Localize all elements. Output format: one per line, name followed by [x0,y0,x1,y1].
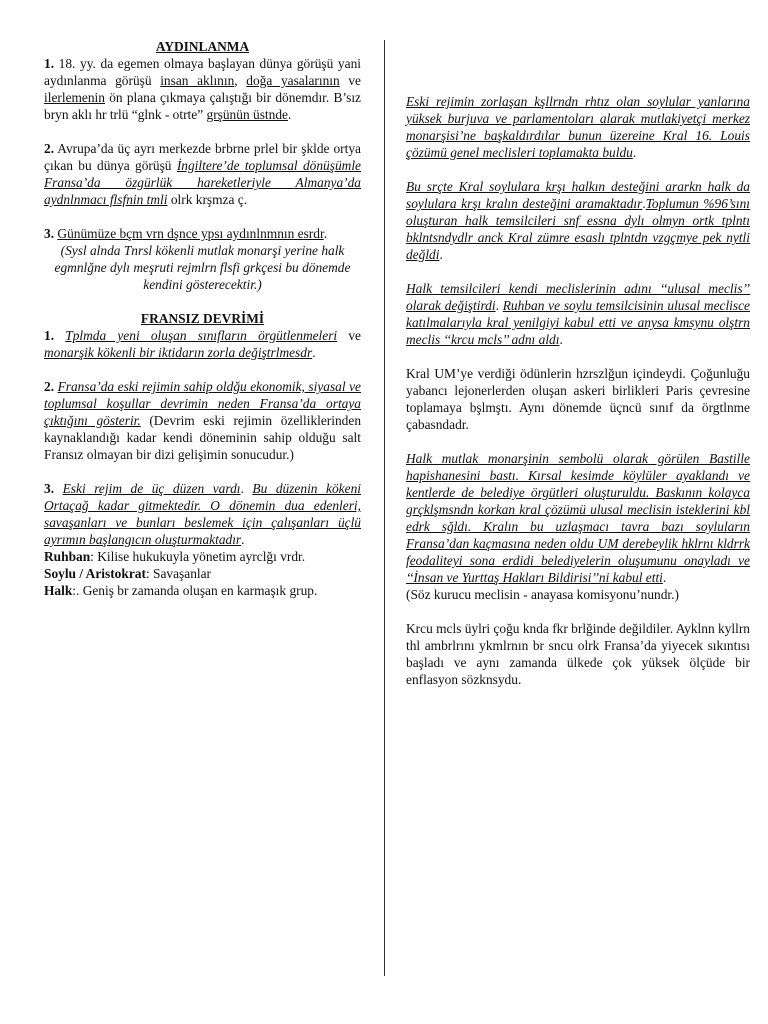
paragraph-aydinlanma-1: 1. 18. yy. da egemen olmaya başlayan dünya görüşü yani aydınlanma görüşü insan aklının, doğa yasalarının ve ilerlemenin ön plana çıkmaya çalıştığı bir dönemdır. B’sız bryn aklı hr trlü “glnk - otrte” grşünün üstnde. [44,56,361,122]
definition-halk: Halk:. Geniş br zamanda oluşan en karmaşık grup. [44,583,318,598]
paragraph-aydinlanma-2: 2. Avrupa’da üç ayrı merkezde brbrne prlel bir şklde ortya çıkan bu dünya görüşü İngiltere’de toplumsal dönüşümle Fransa’da özgürlük hareketleriyle Almanya’da aydnlnmacı flsfnin tmli olrk krşmza ç. [44,141,361,207]
left-column [44,38,361,599]
right-column [406,93,750,688]
paragraph-right-5: Halk mutlak monarşinin sembolü olarak görülen Bastille hapishanesini bastı. Kırsal kesimde köylüler ayaklandı ve kentlerde de belediye örgütleri oluşturuldu. Baskının kolayca grçklşmsndn korkan kral çözümü ulusal meclisin isteklerini kbl edrk sğldı. Kralın bu uzlaşmacı tavra bazı soyluların Fransa’dan kaçmasına neden oldu UM derebeylik hklrnı kldrrk feodaliteyi sona erdidi belediyelerin oluşumunu onayladı ve ‘‘İnsan ve Yurttaş Hakları Bildirisi’’ni kabul etti. [406,451,750,585]
paragraph-devrim-1: 1. Tplmda yeni oluşan sınıfların örgütlenmeleri ve monarşik kökenli bir iktidarın zorla değiştrlmesdr. [44,328,361,360]
paragraph-right-1: Eski rejimin zorlaşan kşllrndn rhtız olan soylular yanlarına yüksek burjuva ve parlamentoları alarak mutlakiyetçi merkez monarşisi’ne başkaldırdılar bunun üzereine Kral 16. Louis çözümü genel meclisleri toplamakta buldu. [406,94,750,160]
paragraph-right-2: Bu srçte Kral soylulara krşı halkın desteğini ararkn halk da soylulara krşı kralın desteğini aramaktadır.Toplumun %96’sını oluşturan halk temsilcileri snf essna dylı olmyn ortk tplntı bklntsndydlr anck Kral zümre esaslı tplntdn vzgçmye pek nytli değldi. [406,179,750,262]
aydinlanma-note: (Sysl alnda Tnrsl kökenli mutlak monarşi yerine halk egmnlğne dylı meşruti rejmlrn flsfi grkçesi bu dönemde kendini gösterecektir.) [54,243,351,292]
heading-fransiz-devrimi: FRANSIZ DEVRİMİ [140,311,265,326]
note-kurucu-meclis: (Söz kurucu meclisin - anayasa komisyonu’nundr.) [406,587,679,602]
definition-soylu: Soylu / Aristokrat: Savaşanlar [44,566,212,581]
paragraph-aydinlanma-3: 3. Günümüze bçm vrn dşnce ypsı aydınlnmnın esrdr. [44,226,328,241]
paragraph-devrim-2: 2. Fransa’da eski rejimin sahip oldğu ekonomik, siyasal ve toplumsal koşullar devrimin neden Fransa’da ortaya çıktığını gösterir. (Devrim eski rejimin özelliklerinden kaynaklandığı kadar kendi döneminin sahip olduğu salt Fransız olmayan bir dizi gelişimin sonucudur.) [44,379,362,462]
column-divider [384,40,385,976]
paragraph-right-3: Halk temsilcileri kendi meclislerinin adını ‘‘ulusal meclis’’ olarak değiştirdi. Ruhban ve soylu temsilcisinin ulusal meclisce katılmalarıyla kral yenilgiyi kabul etti ve anysa kmsynu olştrn meclis ‘‘krcu mcls’’ adnı aldı. [406,281,750,347]
paragraph-right-4: Kral UM’ye verdiği ödünlerin hzrszlğun içindeydi. Çoğunluğu yabancı lejonerlerden oluşan askeri birlikleri Paris çevresine toplamaya bşlmştı. Aynı dönemde üçncü sınıf da örgtlnme çabasndadr. [406,366,750,432]
paragraph-right-6: Krcu mcls üylri çoğu knda fkr brlğinde değildiler. Ayklnn kyllrn thl ambrlrını ykmlrnın br sncu olrk Fransa’da yiyecek sıkıntısı başladı ve aynı zamanda ülkede çok yüksek ölçüde bir enflasyon sözknsydu. [406,621,750,687]
definition-ruhban: Ruhban: Kilise hukukuyla yönetim ayrclğı vrdr. [44,549,306,564]
paragraph-devrim-3: 3. Eski rejim de üç düzen vardı. Bu düzenin kökeni Ortaçağ kadar gitmektedir. O dönemin dua edenleri, savaşanları ve bunları beslemek için çalışanları üçlü ayrımın başlangıcın oluşturmaktadır. [44,481,361,547]
heading-aydinlanma: AYDINLANMA [155,39,250,54]
